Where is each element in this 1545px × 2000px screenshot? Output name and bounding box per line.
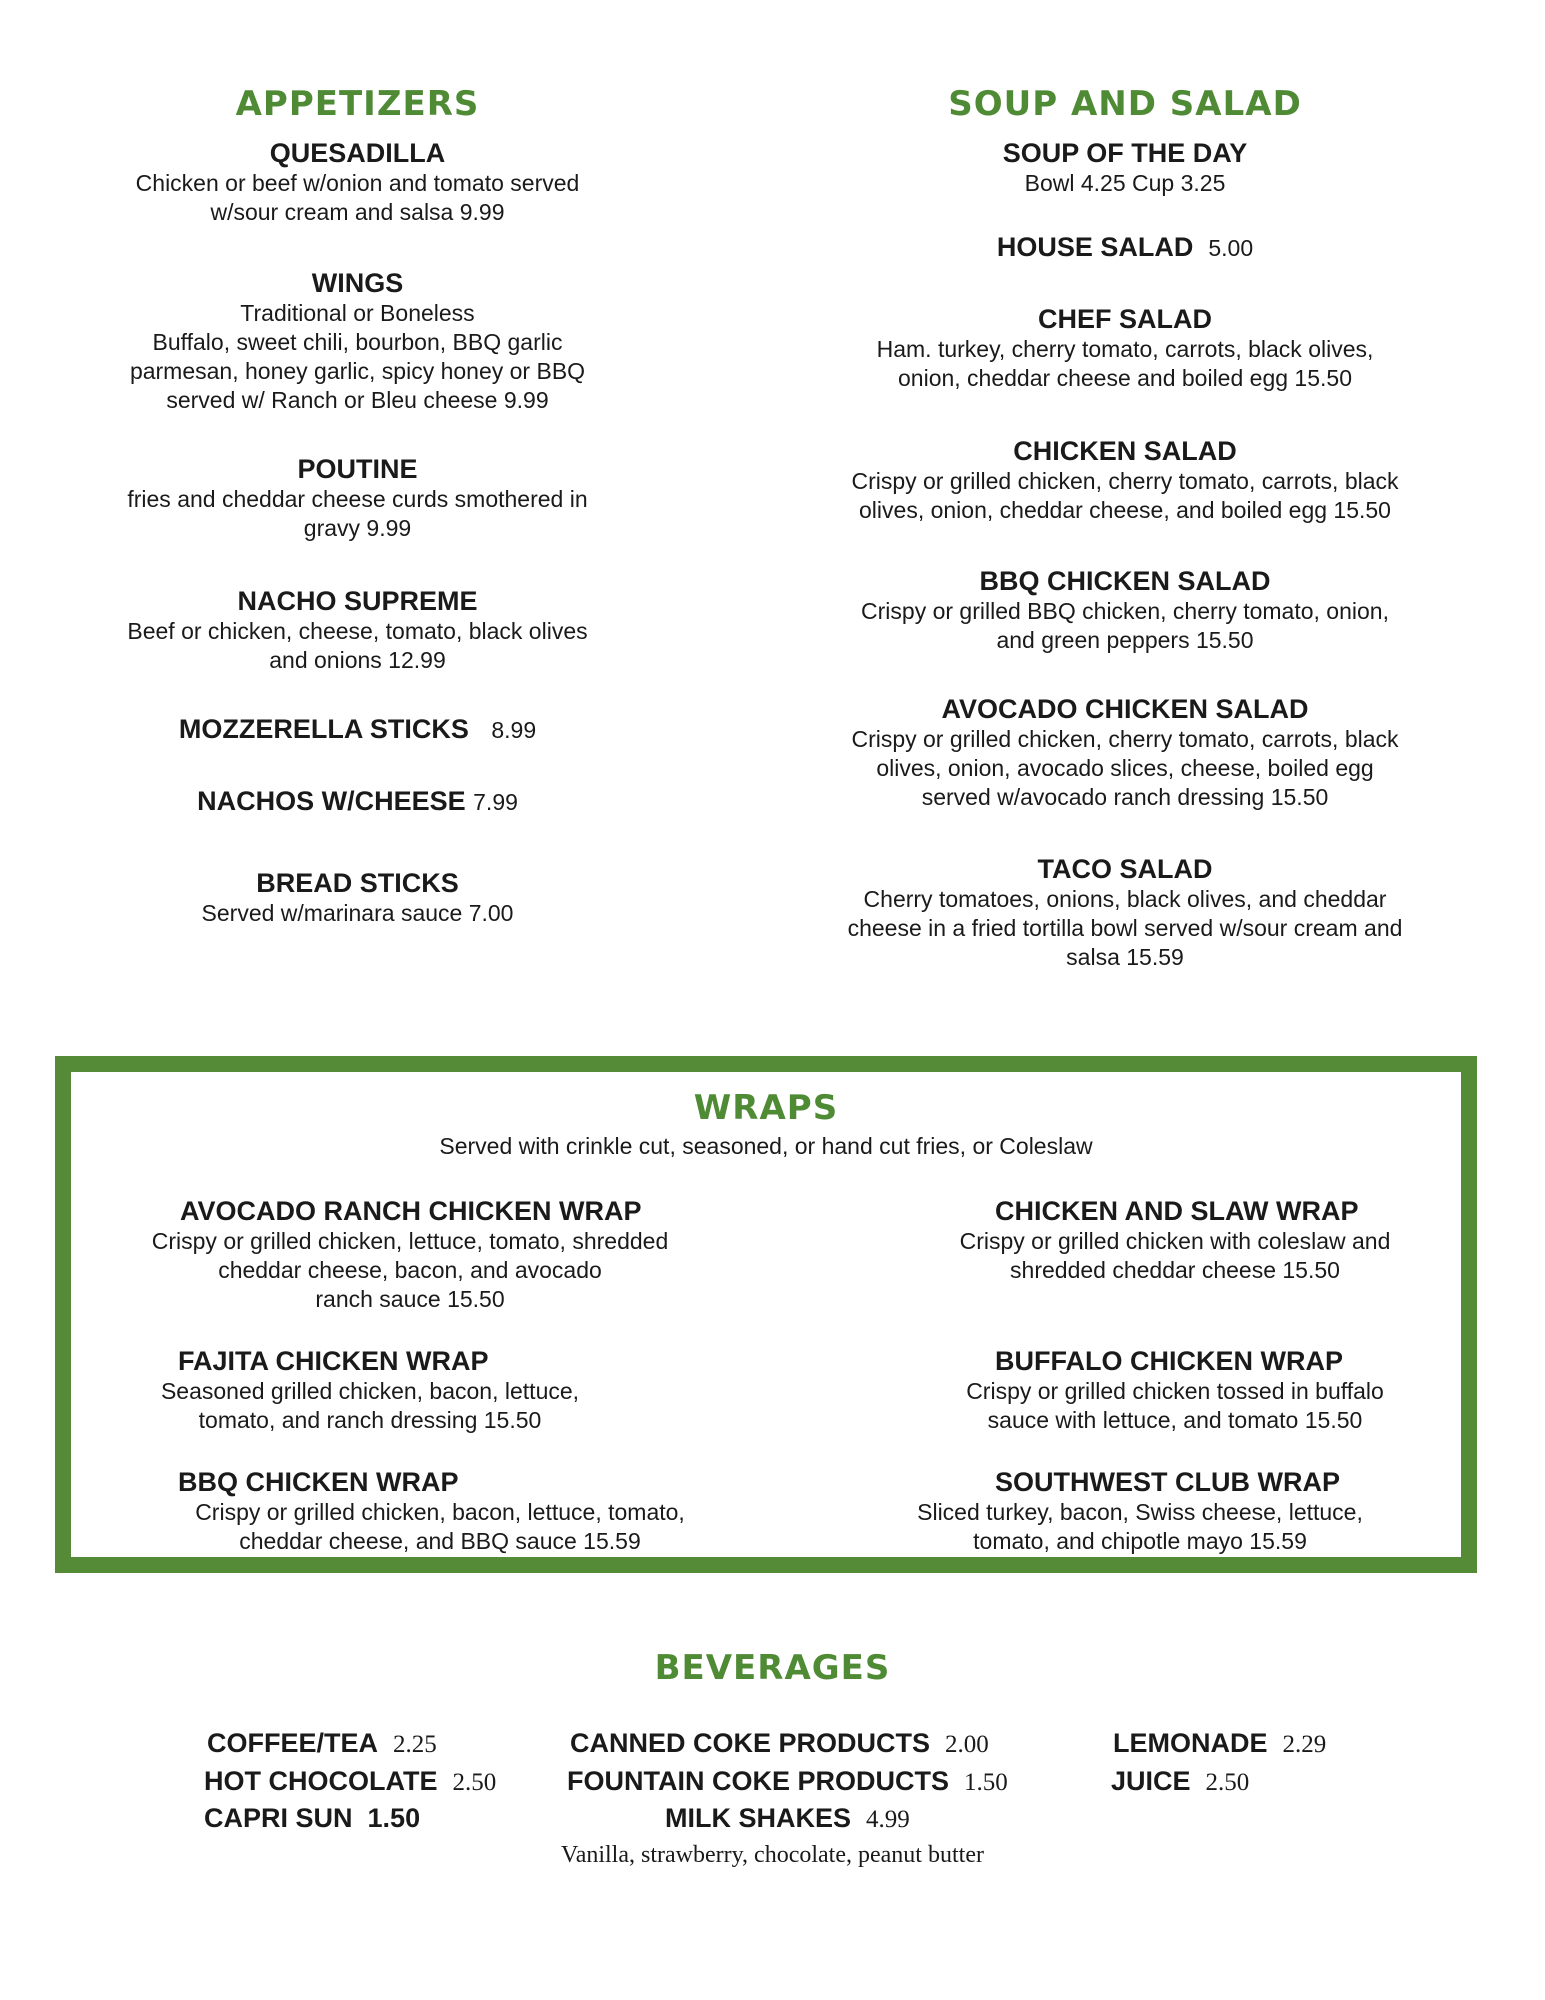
item-name: CHEF SALAD — [1038, 304, 1212, 334]
item-desc-line: Buffalo, sweet chili, bourbon, BBQ garlic — [152, 329, 563, 355]
item-desc-line: cheddar cheese, bacon, and avocado — [218, 1257, 602, 1283]
item-name: BUFFALO CHICKEN WRAP — [995, 1346, 1343, 1376]
item-desc-line: and onions 12.99 — [269, 647, 446, 673]
item-desc-line: tomato, and ranch dressing 15.50 — [198, 1407, 542, 1433]
wraps-subtitle: Served with crinkle cut, seasoned, or hand cut fries, or Coleslaw — [439, 1133, 1093, 1159]
item-name: NACHO SUPREME — [237, 586, 478, 616]
item-desc-line: ranch sauce 15.50 — [315, 1286, 505, 1312]
beverage-milk-shakes — [665, 1803, 910, 1834]
item-desc-line: cheese in a fried tortilla bowl served w/sour cream and — [847, 915, 1403, 941]
menu-item-soup-of-the-day — [810, 138, 1440, 198]
beverage-name: HOT CHOCOLATE — [204, 1766, 438, 1796]
beverage-capri-sun — [204, 1803, 420, 1834]
item-desc-line: Ham. turkey, cherry tomato, carrots, black olives, — [876, 336, 1374, 362]
menu-item-taco-salad — [810, 854, 1440, 972]
beverage-name: MILK SHAKES — [665, 1803, 852, 1833]
beverage-coffee-tea — [207, 1728, 437, 1759]
item-desc-line: Crispy or grilled BBQ chicken, cherry tomato, onion, — [861, 598, 1389, 624]
item-desc-line: parmesan, honey garlic, spicy honey or BBQ — [129, 358, 586, 384]
menu-item-quesadilla — [70, 138, 645, 227]
beverages-title: BEVERAGES — [654, 1648, 891, 1688]
item-price: 8.99 — [491, 717, 537, 743]
menu-item-southwest-club-wrap — [880, 1467, 1400, 1556]
item-name: SOUP OF THE DAY — [1002, 138, 1248, 168]
item-desc-line: shredded cheddar cheese 15.50 — [1010, 1257, 1340, 1283]
menu-item-avocado-chicken-salad — [810, 694, 1440, 812]
item-name: CHICKEN AND SLAW WRAP — [995, 1196, 1359, 1226]
item-name: POUTINE — [297, 454, 418, 484]
item-desc-line: Seasoned grilled chicken, bacon, lettuce, — [160, 1378, 580, 1404]
item-name: AVOCADO CHICKEN SALAD — [941, 694, 1309, 724]
item-name: BREAD STICKS — [256, 868, 459, 898]
item-name: FAJITA CHICKEN WRAP — [178, 1346, 489, 1376]
appetizers-title: APPETIZERS — [235, 84, 480, 124]
item-desc-line: w/sour cream and salsa 9.99 — [210, 199, 505, 225]
wraps-title: WRAPS — [693, 1088, 839, 1128]
menu-item-chicken-salad — [810, 436, 1440, 525]
beverage-hot-chocolate — [204, 1766, 496, 1797]
item-name: SOUTHWEST CLUB WRAP — [995, 1467, 1340, 1497]
item-name: HOUSE SALAD — [996, 232, 1194, 262]
beverage-name: CAPRI SUN — [204, 1803, 353, 1833]
item-name: TACO SALAD — [1037, 854, 1213, 884]
menu-item-wings — [70, 268, 645, 415]
menu-item-buffalo-chicken-wrap — [930, 1346, 1420, 1435]
beverage-name: FOUNTAIN COKE PRODUCTS — [567, 1766, 949, 1796]
menu-item-nachos-cheese — [70, 786, 645, 818]
beverage-price: 1.50 — [367, 1803, 421, 1833]
item-desc-line: served w/avocado ranch dressing 15.50 — [921, 784, 1329, 810]
beverage-lemonade — [1113, 1728, 1326, 1759]
item-desc-line: Crispy or grilled chicken with coleslaw and — [959, 1228, 1391, 1254]
item-name: MOZZERELLA STICKS — [178, 714, 469, 744]
item-desc-line: Chicken or beef w/onion and tomato served — [135, 170, 580, 196]
menu-item-fajita-chicken-wrap — [120, 1346, 620, 1435]
item-desc-line: Bowl 4.25 Cup 3.25 — [1024, 170, 1226, 196]
beverage-juice — [1111, 1766, 1249, 1797]
item-price: 7.99 — [473, 789, 518, 815]
item-desc-line: and green peppers 15.50 — [996, 627, 1254, 653]
item-name: AVOCADO RANCH CHICKEN WRAP — [180, 1196, 642, 1226]
item-name: WINGS — [311, 268, 404, 298]
milk-shake-flavors: Vanilla, strawberry, chocolate, peanut butter — [561, 1842, 984, 1868]
item-desc-line: cheddar cheese, and BBQ sauce 15.59 — [239, 1528, 641, 1554]
soup-salad-title: SOUP AND SALAD — [948, 84, 1302, 124]
item-desc-line: Crispy or grilled chicken, cherry tomato, carrots, black — [851, 468, 1399, 494]
beverage-name: COFFEE/TEA — [207, 1728, 379, 1758]
beverage-price: 2.00 — [945, 1731, 989, 1758]
beverage-price: 2.50 — [452, 1769, 497, 1796]
menu-item-bread-sticks — [70, 868, 645, 928]
item-desc-line: olives, onion, cheddar cheese, and boiled egg 15.50 — [859, 497, 1391, 523]
item-desc-line: Sliced turkey, bacon, Swiss cheese, lettuce, — [917, 1499, 1363, 1525]
menu-item-house-salad — [810, 232, 1440, 264]
beverage-price: 2.29 — [1282, 1731, 1327, 1758]
beverage-price: 2.50 — [1205, 1769, 1250, 1796]
item-desc-line: Cherry tomatoes, onions, black olives, and cheddar — [863, 886, 1387, 912]
beverage-price: 2.25 — [393, 1731, 437, 1758]
item-desc-line: salsa 15.59 — [1066, 944, 1184, 970]
menu-item-nacho-supreme — [70, 586, 645, 675]
item-name: NACHOS W/CHEESE — [197, 786, 466, 816]
menu-item-bbq-chicken-salad — [810, 566, 1440, 655]
item-desc-line: Crispy or grilled chicken tossed in buffalo — [966, 1378, 1384, 1404]
item-desc-line: tomato, and chipotle mayo 15.59 — [973, 1528, 1307, 1554]
item-desc-line: sauce with lettuce, and tomato 15.50 — [987, 1407, 1363, 1433]
beverage-fountain-coke — [567, 1766, 1008, 1797]
menu-item-mozzerella-sticks — [70, 714, 645, 746]
beverage-canned-coke — [570, 1728, 989, 1759]
item-desc-line: Traditional or Boneless — [240, 300, 475, 326]
beverage-price: 4.99 — [866, 1806, 910, 1833]
item-desc-line: served w/ Ranch or Bleu cheese 9.99 — [166, 387, 549, 413]
item-desc-line: gravy 9.99 — [303, 515, 412, 541]
item-desc-line: Served w/marinara sauce 7.00 — [201, 900, 514, 926]
item-desc-line: onion, cheddar cheese and boiled egg 15.50 — [898, 365, 1352, 391]
beverage-price: 1.50 — [964, 1769, 1008, 1796]
menu-item-chicken-and-slaw-wrap — [930, 1196, 1420, 1285]
item-name: CHICKEN SALAD — [1013, 436, 1237, 466]
item-price: 5.00 — [1208, 235, 1254, 261]
beverage-name: LEMONADE — [1113, 1728, 1268, 1758]
item-desc-line: fries and cheddar cheese curds smothered in — [127, 486, 588, 512]
menu-item-avocado-ranch-chicken-wrap — [120, 1196, 700, 1314]
beverage-name: JUICE — [1111, 1766, 1191, 1796]
item-desc-line: olives, onion, avocado slices, cheese, boiled egg — [876, 755, 1374, 781]
item-desc-line: Beef or chicken, cheese, tomato, black olives — [127, 618, 588, 644]
beverage-name: CANNED COKE PRODUCTS — [570, 1728, 931, 1758]
menu-item-poutine — [70, 454, 645, 543]
item-name: BBQ CHICKEN SALAD — [979, 566, 1271, 596]
menu-item-bbq-chicken-wrap — [150, 1467, 730, 1556]
item-desc-line: Crispy or grilled chicken, lettuce, tomato, shredded — [151, 1228, 669, 1254]
item-desc-line: Crispy or grilled chicken, bacon, lettuce, tomato, — [195, 1499, 685, 1525]
item-desc-line: Crispy or grilled chicken, cherry tomato, carrots, black — [851, 726, 1399, 752]
item-name: BBQ CHICKEN WRAP — [178, 1467, 459, 1497]
item-name: QUESADILLA — [269, 138, 446, 168]
menu-item-chef-salad — [810, 304, 1440, 393]
